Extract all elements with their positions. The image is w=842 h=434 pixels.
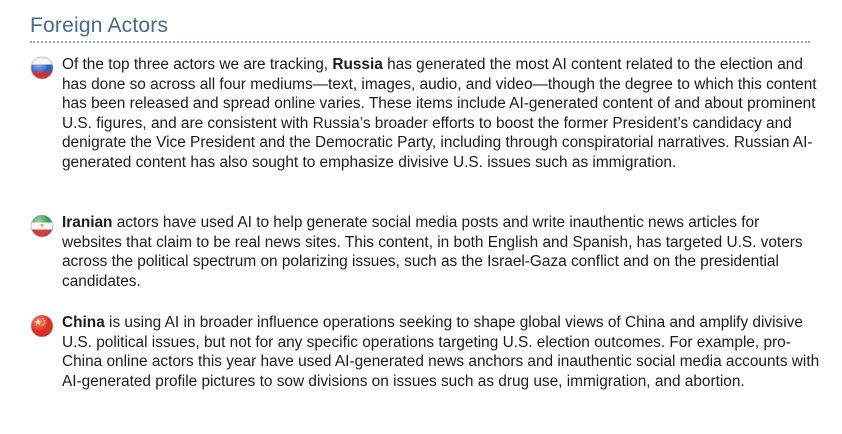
section-title: Foreign Actors	[30, 14, 169, 37]
entry-iran-text	[62, 213, 822, 291]
entry-china-actor: China	[62, 314, 105, 331]
entry-russia-pre: Of the top three actors we are tracking,	[62, 56, 333, 73]
entry-china-body: is using AI in broader influence operations seeking to shape global views of China and amplify divisive U.S. political issues, but not for any specific operations targeting U.S. election outcomes. For example, pro-China online actors this year have used AI-generated news anchors and inauthentic social media accounts with AI-generated profile pictures to sow divisions on issues such as drug use, immigration, and abortion.	[62, 314, 820, 390]
china-flag-icon	[30, 314, 54, 338]
entry-iran-actor: Iranian	[62, 214, 113, 231]
entry-china-text	[62, 313, 822, 391]
entry-russia-text	[62, 55, 822, 172]
entry-russia-body: has generated the most AI content related to the election and has done so across all four mediums—text, images, audio, and video—though the degree to which this content has been released and spread online varies. These items include AI-generated content of and about prominent U.S. figures, and are consistent with Russia’s broader efforts to boost the former President’s candidacy and denigrate the Vice President and the Democratic Party, including through conspiratorial narratives. Russian AI-generated content has also sought to emphasize divisive U.S. issues such as immigration.	[62, 56, 817, 171]
russia-flag-icon	[30, 56, 54, 80]
section-heading	[30, 13, 810, 43]
iran-flag-icon	[30, 214, 54, 238]
entry-iran-body: actors have used AI to help generate social media posts and write inauthentic news articles for websites that claim to be real news sites. This content, in both English and Spanish, has targeted U.S. voters across the political spectrum on polarizing issues, such as the Israel-Gaza conflict and on the presidential candidates.	[62, 214, 803, 290]
entry-russia-actor: Russia	[332, 56, 383, 73]
